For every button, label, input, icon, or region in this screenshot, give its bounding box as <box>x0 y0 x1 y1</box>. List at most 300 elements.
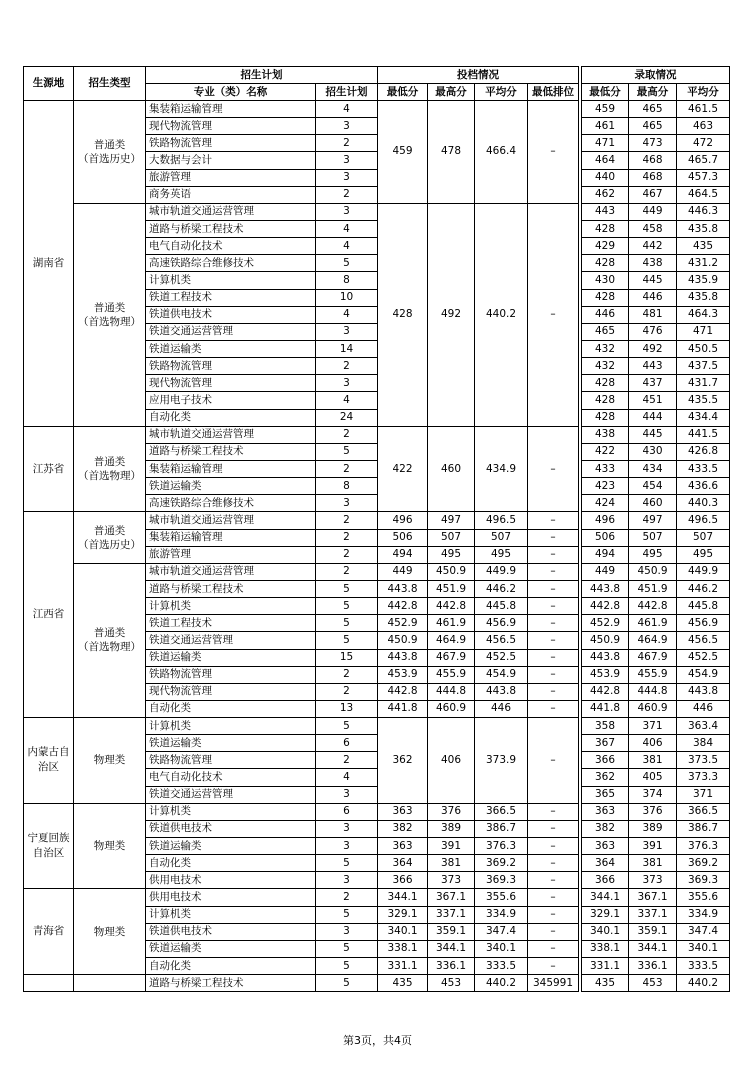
major-cell: 铁道供电技术 <box>146 820 316 837</box>
plan-cell: 10 <box>316 289 378 306</box>
admit-min-cell: 441.8 <box>582 700 629 717</box>
admit-avg-cell: 454.9 <box>677 666 730 683</box>
admit-max-cell: 453 <box>629 975 677 992</box>
header-admit-min: 最低分 <box>582 84 629 101</box>
major-cell: 供用电技术 <box>146 872 316 889</box>
admit-min-cell: 338.1 <box>582 940 629 957</box>
admit-min-cell: 442.8 <box>582 683 629 700</box>
major-cell: 高速铁路综合维修技术 <box>146 495 316 512</box>
admit-avg-cell: 449.9 <box>677 563 730 580</box>
admit-max-cell: 465 <box>629 118 677 135</box>
header-plan-group: 招生计划 <box>146 67 378 84</box>
province-cell: 宁夏回族自治区 <box>24 803 74 889</box>
header-category: 招生类型 <box>74 67 146 101</box>
plan-cell: 5 <box>316 855 378 872</box>
admit-max-cell: 443 <box>629 358 677 375</box>
admit-max-cell: 391 <box>629 838 677 855</box>
admit-avg-cell: 435 <box>677 238 730 255</box>
filing-rank-cell: – <box>528 683 579 700</box>
admit-avg-cell: 369.3 <box>677 872 730 889</box>
admit-max-cell: 444 <box>629 409 677 426</box>
admit-min-cell: 432 <box>582 340 629 357</box>
filing-min-cell: 459 <box>378 101 428 204</box>
plan-cell: 4 <box>316 769 378 786</box>
admit-avg-cell: 464.3 <box>677 306 730 323</box>
admit-avg-cell: 435.8 <box>677 289 730 306</box>
major-cell: 铁道交通运营管理 <box>146 323 316 340</box>
major-cell: 铁道交通运营管理 <box>146 632 316 649</box>
admit-min-cell: 382 <box>582 820 629 837</box>
admit-avg-cell: 463 <box>677 118 730 135</box>
filing-avg-cell: 440.2 <box>475 975 528 992</box>
admit-max-cell: 497 <box>629 512 677 529</box>
plan-cell: 2 <box>316 752 378 769</box>
filing-max-cell: 373 <box>428 872 475 889</box>
admit-min-cell: 452.9 <box>582 615 629 632</box>
admit-avg-cell: 450.5 <box>677 340 730 357</box>
filing-max-cell: 376 <box>428 803 475 820</box>
major-cell: 铁道交通运营管理 <box>146 786 316 803</box>
filing-min-cell: 338.1 <box>378 940 428 957</box>
filing-rank-cell: – <box>528 101 579 204</box>
filing-rank-cell: – <box>528 872 579 889</box>
major-cell: 计算机类 <box>146 272 316 289</box>
admit-min-cell: 362 <box>582 769 629 786</box>
major-cell: 自动化类 <box>146 409 316 426</box>
filing-min-cell: 443.8 <box>378 580 428 597</box>
filing-avg-cell: 334.9 <box>475 906 528 923</box>
admit-min-cell: 449 <box>582 563 629 580</box>
admit-min-cell: 428 <box>582 289 629 306</box>
admit-avg-cell: 457.3 <box>677 169 730 186</box>
admit-min-cell: 363 <box>582 838 629 855</box>
admit-avg-cell: 373.5 <box>677 752 730 769</box>
admit-max-cell: 468 <box>629 169 677 186</box>
filing-avg-cell: 369.2 <box>475 855 528 872</box>
major-cell: 铁道运输类 <box>146 478 316 495</box>
filing-max-cell: 359.1 <box>428 923 475 940</box>
admit-min-cell: 461 <box>582 118 629 135</box>
admit-avg-cell: 443.8 <box>677 683 730 700</box>
admit-avg-cell: 440.2 <box>677 975 730 992</box>
admit-max-cell: 450.9 <box>629 563 677 580</box>
admit-max-cell: 451.9 <box>629 580 677 597</box>
filing-rank-cell: – <box>528 666 579 683</box>
admit-max-cell: 430 <box>629 443 677 460</box>
admit-min-cell: 453.9 <box>582 666 629 683</box>
plan-cell: 3 <box>316 375 378 392</box>
major-cell: 道路与桥梁工程技术 <box>146 580 316 597</box>
filing-avg-cell: 373.9 <box>475 718 528 804</box>
admit-avg-cell: 435.8 <box>677 220 730 237</box>
filing-avg-cell: 495 <box>475 546 528 563</box>
admit-max-cell: 473 <box>629 135 677 152</box>
filing-rank-cell: – <box>528 632 579 649</box>
plan-cell: 3 <box>316 838 378 855</box>
filing-max-cell: 492 <box>428 203 475 426</box>
table-row <box>24 203 730 220</box>
header-major: 专业（类）名称 <box>146 84 316 101</box>
filing-rank-cell: – <box>528 580 579 597</box>
admit-min-cell: 364 <box>582 855 629 872</box>
admit-max-cell: 467.9 <box>629 649 677 666</box>
header-admit-avg: 平均分 <box>677 84 730 101</box>
major-cell: 现代物流管理 <box>146 118 316 135</box>
filing-rank-cell: – <box>528 906 579 923</box>
admit-min-cell: 443.8 <box>582 580 629 597</box>
plan-cell: 6 <box>316 803 378 820</box>
admit-max-cell: 468 <box>629 152 677 169</box>
admit-max-cell: 371 <box>629 718 677 735</box>
major-cell: 自动化类 <box>146 700 316 717</box>
plan-cell: 5 <box>316 906 378 923</box>
filing-max-cell: 495 <box>428 546 475 563</box>
plan-cell: 4 <box>316 220 378 237</box>
admit-max-cell: 465 <box>629 101 677 118</box>
plan-cell: 8 <box>316 478 378 495</box>
admit-avg-cell: 435.9 <box>677 272 730 289</box>
category-cell <box>74 975 146 992</box>
filing-rank-cell: – <box>528 958 579 975</box>
plan-cell: 4 <box>316 101 378 118</box>
filing-rank-cell: – <box>528 940 579 957</box>
admit-max-cell: 461.9 <box>629 615 677 632</box>
admit-max-cell: 460 <box>629 495 677 512</box>
filing-avg-cell: 376.3 <box>475 838 528 855</box>
major-cell: 铁道运输类 <box>146 838 316 855</box>
admit-avg-cell: 384 <box>677 735 730 752</box>
admit-avg-cell: 434.4 <box>677 409 730 426</box>
filing-max-cell: 406 <box>428 718 475 804</box>
category-cell: 物理类 <box>74 889 146 975</box>
admit-avg-cell: 431.7 <box>677 375 730 392</box>
filing-rank-cell: – <box>528 700 579 717</box>
admit-avg-cell: 347.4 <box>677 923 730 940</box>
filing-avg-cell: 446 <box>475 700 528 717</box>
filing-min-cell: 506 <box>378 529 428 546</box>
admit-avg-cell: 435.5 <box>677 392 730 409</box>
admit-min-cell: 450.9 <box>582 632 629 649</box>
admit-min-cell: 428 <box>582 255 629 272</box>
filing-min-cell: 453.9 <box>378 666 428 683</box>
plan-cell: 3 <box>316 203 378 220</box>
admit-min-cell: 366 <box>582 752 629 769</box>
admit-max-cell: 446 <box>629 289 677 306</box>
admit-avg-cell: 433.5 <box>677 460 730 477</box>
admit-min-cell: 440 <box>582 169 629 186</box>
plan-cell: 4 <box>316 306 378 323</box>
filing-min-cell: 496 <box>378 512 428 529</box>
table-row <box>24 512 730 529</box>
admit-avg-cell: 371 <box>677 786 730 803</box>
filing-rank-cell: – <box>528 923 579 940</box>
filing-min-cell: 382 <box>378 820 428 837</box>
admit-min-cell: 494 <box>582 546 629 563</box>
filing-min-cell: 366 <box>378 872 428 889</box>
admit-max-cell: 437 <box>629 375 677 392</box>
province-cell: 青海省 <box>24 889 74 975</box>
admit-avg-cell: 376.3 <box>677 838 730 855</box>
plan-cell: 3 <box>316 923 378 940</box>
filing-avg-cell: 369.3 <box>475 872 528 889</box>
admit-max-cell: 455.9 <box>629 666 677 683</box>
major-cell: 供用电技术 <box>146 889 316 906</box>
filing-max-cell: 460 <box>428 426 475 512</box>
filing-min-cell: 362 <box>378 718 428 804</box>
admit-max-cell: 445 <box>629 426 677 443</box>
plan-cell: 5 <box>316 615 378 632</box>
admit-max-cell: 442.8 <box>629 598 677 615</box>
filing-rank-cell: – <box>528 426 579 512</box>
filing-avg-cell: 347.4 <box>475 923 528 940</box>
admit-max-cell: 445 <box>629 272 677 289</box>
plan-cell: 2 <box>316 666 378 683</box>
filing-max-cell: 344.1 <box>428 940 475 957</box>
plan-cell: 2 <box>316 426 378 443</box>
admit-avg-cell: 369.2 <box>677 855 730 872</box>
plan-cell: 5 <box>316 443 378 460</box>
admit-max-cell: 495 <box>629 546 677 563</box>
province-cell: 内蒙古自治区 <box>24 718 74 804</box>
admit-min-cell: 464 <box>582 152 629 169</box>
filing-max-cell: 507 <box>428 529 475 546</box>
admit-avg-cell: 471 <box>677 323 730 340</box>
major-cell: 铁路物流管理 <box>146 752 316 769</box>
admit-avg-cell: 495 <box>677 546 730 563</box>
category-cell: 普通类 （首选物理） <box>74 563 146 717</box>
admit-max-cell: 476 <box>629 323 677 340</box>
plan-cell: 24 <box>316 409 378 426</box>
category-cell: 物理类 <box>74 803 146 889</box>
plan-cell: 5 <box>316 255 378 272</box>
filing-avg-cell: 456.5 <box>475 632 528 649</box>
header-filing-avg: 平均分 <box>475 84 528 101</box>
filing-avg-cell: 443.8 <box>475 683 528 700</box>
filing-avg-cell: 466.4 <box>475 101 528 204</box>
filing-max-cell: 337.1 <box>428 906 475 923</box>
admit-min-cell: 340.1 <box>582 923 629 940</box>
admit-max-cell: 460.9 <box>629 700 677 717</box>
filing-min-cell: 494 <box>378 546 428 563</box>
admission-score-table <box>23 66 730 992</box>
filing-min-cell: 449 <box>378 563 428 580</box>
major-cell: 计算机类 <box>146 906 316 923</box>
plan-cell: 2 <box>316 358 378 375</box>
admit-max-cell: 373 <box>629 872 677 889</box>
major-cell: 计算机类 <box>146 598 316 615</box>
admit-min-cell: 443.8 <box>582 649 629 666</box>
admit-avg-cell: 373.3 <box>677 769 730 786</box>
admit-min-cell: 446 <box>582 306 629 323</box>
filing-avg-cell: 333.5 <box>475 958 528 975</box>
admit-avg-cell: 456.9 <box>677 615 730 632</box>
filing-rank-cell: – <box>528 563 579 580</box>
filing-avg-cell: 449.9 <box>475 563 528 580</box>
filing-min-cell: 452.9 <box>378 615 428 632</box>
plan-cell: 2 <box>316 512 378 529</box>
plan-cell: 3 <box>316 169 378 186</box>
header-filing-rank: 最低排位 <box>528 84 579 101</box>
admit-min-cell: 462 <box>582 186 629 203</box>
major-cell: 城市轨道交通运营管理 <box>146 426 316 443</box>
filing-min-cell: 450.9 <box>378 632 428 649</box>
admit-max-cell: 442 <box>629 238 677 255</box>
admit-avg-cell: 366.5 <box>677 803 730 820</box>
province-cell <box>24 975 74 992</box>
plan-cell: 2 <box>316 529 378 546</box>
admit-min-cell: 438 <box>582 426 629 443</box>
plan-cell: 2 <box>316 460 378 477</box>
admit-avg-cell: 426.8 <box>677 443 730 460</box>
major-cell: 铁道供电技术 <box>146 306 316 323</box>
plan-cell: 2 <box>316 546 378 563</box>
major-cell: 自动化类 <box>146 855 316 872</box>
admit-min-cell: 443 <box>582 203 629 220</box>
header-plan: 招生计划 <box>316 84 378 101</box>
admit-avg-cell: 334.9 <box>677 906 730 923</box>
admit-min-cell: 459 <box>582 101 629 118</box>
page-footer: 第3页，共4页 <box>343 1034 412 1047</box>
plan-cell: 5 <box>316 940 378 957</box>
admit-max-cell: 359.1 <box>629 923 677 940</box>
plan-cell: 6 <box>316 735 378 752</box>
filing-max-cell: 497 <box>428 512 475 529</box>
plan-cell: 3 <box>316 118 378 135</box>
major-cell: 道路与桥梁工程技术 <box>146 220 316 237</box>
admit-min-cell: 422 <box>582 443 629 460</box>
plan-cell: 2 <box>316 889 378 906</box>
major-cell: 道路与桥梁工程技术 <box>146 443 316 460</box>
filing-avg-cell: 355.6 <box>475 889 528 906</box>
filing-avg-cell: 366.5 <box>475 803 528 820</box>
major-cell: 计算机类 <box>146 803 316 820</box>
admit-min-cell: 344.1 <box>582 889 629 906</box>
category-cell: 普通类 （首选历史） <box>74 101 146 204</box>
admit-min-cell: 428 <box>582 375 629 392</box>
admit-max-cell: 336.1 <box>629 958 677 975</box>
admit-min-cell: 331.1 <box>582 958 629 975</box>
admit-max-cell: 406 <box>629 735 677 752</box>
admit-max-cell: 337.1 <box>629 906 677 923</box>
filing-min-cell: 340.1 <box>378 923 428 940</box>
filing-min-cell: 364 <box>378 855 428 872</box>
admit-max-cell: 481 <box>629 306 677 323</box>
filing-rank-cell: – <box>528 649 579 666</box>
major-cell: 商务英语 <box>146 186 316 203</box>
plan-cell: 3 <box>316 786 378 803</box>
admit-avg-cell: 456.5 <box>677 632 730 649</box>
admit-max-cell: 458 <box>629 220 677 237</box>
major-cell: 旅游管理 <box>146 169 316 186</box>
major-cell: 现代物流管理 <box>146 375 316 392</box>
major-cell: 应用电子技术 <box>146 392 316 409</box>
admit-min-cell: 365 <box>582 786 629 803</box>
plan-cell: 2 <box>316 135 378 152</box>
filing-max-cell: 478 <box>428 101 475 204</box>
table-row <box>24 975 730 992</box>
admit-max-cell: 367.1 <box>629 889 677 906</box>
admit-max-cell: 444.8 <box>629 683 677 700</box>
admit-max-cell: 507 <box>629 529 677 546</box>
admit-avg-cell: 431.2 <box>677 255 730 272</box>
major-cell: 铁道运输类 <box>146 340 316 357</box>
filing-rank-cell: – <box>528 203 579 426</box>
filing-rank-cell: – <box>528 546 579 563</box>
filing-max-cell: 450.9 <box>428 563 475 580</box>
filing-max-cell: 461.9 <box>428 615 475 632</box>
admit-avg-cell: 452.5 <box>677 649 730 666</box>
province-cell: 江西省 <box>24 512 74 718</box>
admit-max-cell: 389 <box>629 820 677 837</box>
admit-min-cell: 442.8 <box>582 598 629 615</box>
major-cell: 城市轨道交通运营管理 <box>146 512 316 529</box>
header-province: 生源地 <box>24 67 74 101</box>
filing-min-cell: 441.8 <box>378 700 428 717</box>
filing-rank-cell: – <box>528 889 579 906</box>
filing-avg-cell: 440.2 <box>475 203 528 426</box>
major-cell: 城市轨道交通运营管理 <box>146 563 316 580</box>
plan-cell: 3 <box>316 495 378 512</box>
admit-avg-cell: 340.1 <box>677 940 730 957</box>
admit-avg-cell: 496.5 <box>677 512 730 529</box>
plan-cell: 4 <box>316 392 378 409</box>
filing-min-cell: 435 <box>378 975 428 992</box>
filing-rank-cell: 345991 <box>528 975 579 992</box>
admit-min-cell: 433 <box>582 460 629 477</box>
admit-min-cell: 465 <box>582 323 629 340</box>
filing-rank-cell: – <box>528 512 579 529</box>
filing-avg-cell: 507 <box>475 529 528 546</box>
filing-avg-cell: 340.1 <box>475 940 528 957</box>
major-cell: 铁道运输类 <box>146 735 316 752</box>
table-row <box>24 803 730 820</box>
admit-avg-cell: 461.5 <box>677 101 730 118</box>
filing-rank-cell: – <box>528 598 579 615</box>
filing-rank-cell: – <box>528 838 579 855</box>
admit-min-cell: 496 <box>582 512 629 529</box>
filing-max-cell: 460.9 <box>428 700 475 717</box>
major-cell: 旅游管理 <box>146 546 316 563</box>
admit-avg-cell: 446.3 <box>677 203 730 220</box>
plan-cell: 3 <box>316 872 378 889</box>
filing-rank-cell: – <box>528 718 579 804</box>
admit-max-cell: 449 <box>629 203 677 220</box>
plan-cell: 3 <box>316 820 378 837</box>
admit-min-cell: 506 <box>582 529 629 546</box>
admit-min-cell: 366 <box>582 872 629 889</box>
filing-min-cell: 331.1 <box>378 958 428 975</box>
filing-rank-cell: – <box>528 529 579 546</box>
category-cell: 普通类 （首选物理） <box>74 426 146 512</box>
header-admit-group: 录取情况 <box>582 67 730 84</box>
admit-max-cell: 438 <box>629 255 677 272</box>
admit-max-cell: 451 <box>629 392 677 409</box>
table-body <box>24 101 730 992</box>
filing-max-cell: 464.9 <box>428 632 475 649</box>
table-row <box>24 101 730 118</box>
plan-cell: 3 <box>316 152 378 169</box>
header-filing-group: 投档情况 <box>378 67 579 84</box>
admit-min-cell: 428 <box>582 220 629 237</box>
plan-cell: 5 <box>316 975 378 992</box>
major-cell: 铁道工程技术 <box>146 289 316 306</box>
table-row <box>24 889 730 906</box>
filing-rank-cell: – <box>528 855 579 872</box>
filing-min-cell: 443.8 <box>378 649 428 666</box>
filing-rank-cell: – <box>528 803 579 820</box>
plan-cell: 5 <box>316 598 378 615</box>
major-cell: 自动化类 <box>146 958 316 975</box>
